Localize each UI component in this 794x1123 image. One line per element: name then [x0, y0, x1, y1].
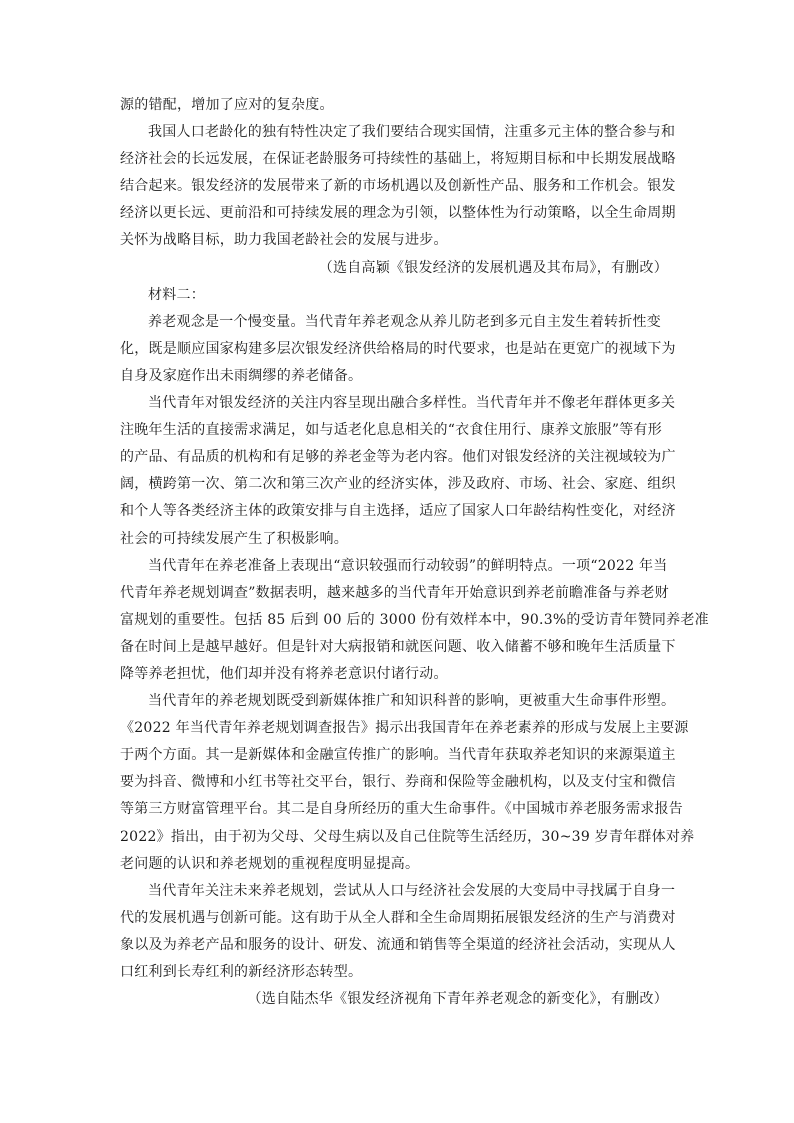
text-line: 我国人口老龄化的独有特性决定了我们要结合现实国情，注重多元主体的整合参与和: [148, 124, 676, 141]
text-line: 象以及为养老产品和服务的设计、研发、流通和销售等全渠道的经济社会活动，实现从人: [120, 936, 676, 953]
text-line: 社会的可持续发展产生了积极影响。: [120, 530, 348, 547]
text-line: 和个人等各类经济主体的政策安排与自主选择，适应了国家人口年龄结构性变化，对经济: [120, 503, 676, 520]
text-line: 老问题的认识和养老规划的重视程度明显提高。: [120, 855, 420, 872]
text-line: 关怀为战略目标，助力我国老龄社会的发展与进步。: [120, 232, 448, 249]
text-line: 口红利到长寿红利的新经济形态转型。: [120, 964, 363, 980]
text-line: 源的错配，增加了应对的复杂度。: [120, 97, 334, 113]
text-line: 经济以更长远、更前沿和可持续发展的理念为引领，以整体性为行动策略，以全生命周期: [120, 205, 676, 222]
text-line: 富规划的重要性。包括 85 后到 00 后的 3000 份有效样本中，90.3%的受访青年赞同养老准: [120, 611, 709, 628]
text-line: 当代青年的养老规划既受到新媒体推广和知识科普的影响，更被重大生命事件形塑。: [148, 693, 676, 710]
text-line: 材料二：: [148, 286, 205, 303]
text-line: 要为抖音、微博和小红书等社交平台，银行、券商和保险等金融机构，以及支付宝和微信: [120, 774, 676, 791]
text-line: 当代青年对银发经济的关注内容呈现出融合多样性。当代青年并不像老年群体更多关: [148, 395, 676, 412]
source-citation: （选自陆杰华《银发经济视角下青年养老观念的新变化》，有删改）: [247, 991, 668, 1008]
text-line: 代青年养老规划调查”数据表明，越来越多的当代青年开始意识到养老前瞻准备与养老财: [120, 584, 669, 601]
text-line: 阔，横跨第一次、第二次和第三次产业的经济实体，涉及政府、市场、社会、家庭、组织: [120, 476, 676, 493]
text-line: 代的发展机遇与创新可能。这有助于从全人群和全生命周期拓展银发经济的生产与消费对: [120, 909, 676, 926]
text-line: 当代青年关注未来养老规划，尝试从人口与经济社会发展的大变局中寻找属于自身一: [148, 882, 676, 899]
text-line: 于两个方面。其一是新媒体和金融宣传推广的影响。当代青年获取养老知识的来源渠道主: [120, 747, 676, 764]
text-line: 化，既是顺应国家构建多层次银发经济供给格局的时代要求，也是站在更宽广的视域下为: [120, 340, 676, 357]
text-line: 自身及家庭作出未雨绸缪的养老储备。: [120, 367, 363, 384]
text-line: 经济社会的长远发展，在保证老龄服务可持续性的基础上，将短期目标和中长期发展战略: [120, 151, 676, 168]
text-line: 《2022 年当代青年养老规划调查报告》揭示出我国青年在养老素养的形成与发展上主要源: [120, 720, 689, 737]
text-line: 降等养老担忧，他们却并没有将养老意识付诸行动。: [120, 665, 448, 682]
text-line: 的产品、有品质的机构和有足够的养老金等为老内容。他们对银发经济的关注视域较为广: [120, 449, 676, 466]
document-page: [120, 92, 709, 1013]
source-citation: （选自高颖《银发经济的发展机遇及其布局》，有删改）: [318, 259, 668, 276]
text-line: 注晚年生活的直接需求满足，如与适老化息息相关的“衣食住用行、康养文旅服”等有形: [120, 422, 663, 439]
text-line: 结合起来。银发经济的发展带来了新的市场机遇以及创新性产品、服务和工作机会。银发: [120, 178, 676, 195]
text-line: 等第三方财富管理平台。其二是自身所经历的重大生命事件。《中国城市养老服务需求报告: [120, 801, 683, 818]
text-line: 2022》指出，由于初为父母、父母生病以及自己住院等生活经历，30~39 岁青年群体对养: [120, 828, 695, 845]
text-line: 养老观念是一个慢变量。当代青年养老观念从养儿防老到多元自主发生着转折性变: [148, 313, 661, 330]
text-line: 当代青年在养老准备上表现出“意识较强而行动较弱”的鲜明特点。一项“2022 年当: [148, 557, 668, 574]
text-line: 备在时间上是越早越好。但是针对大病报销和就医问题、收入储蓄不够和晚年生活质量下: [120, 638, 676, 655]
